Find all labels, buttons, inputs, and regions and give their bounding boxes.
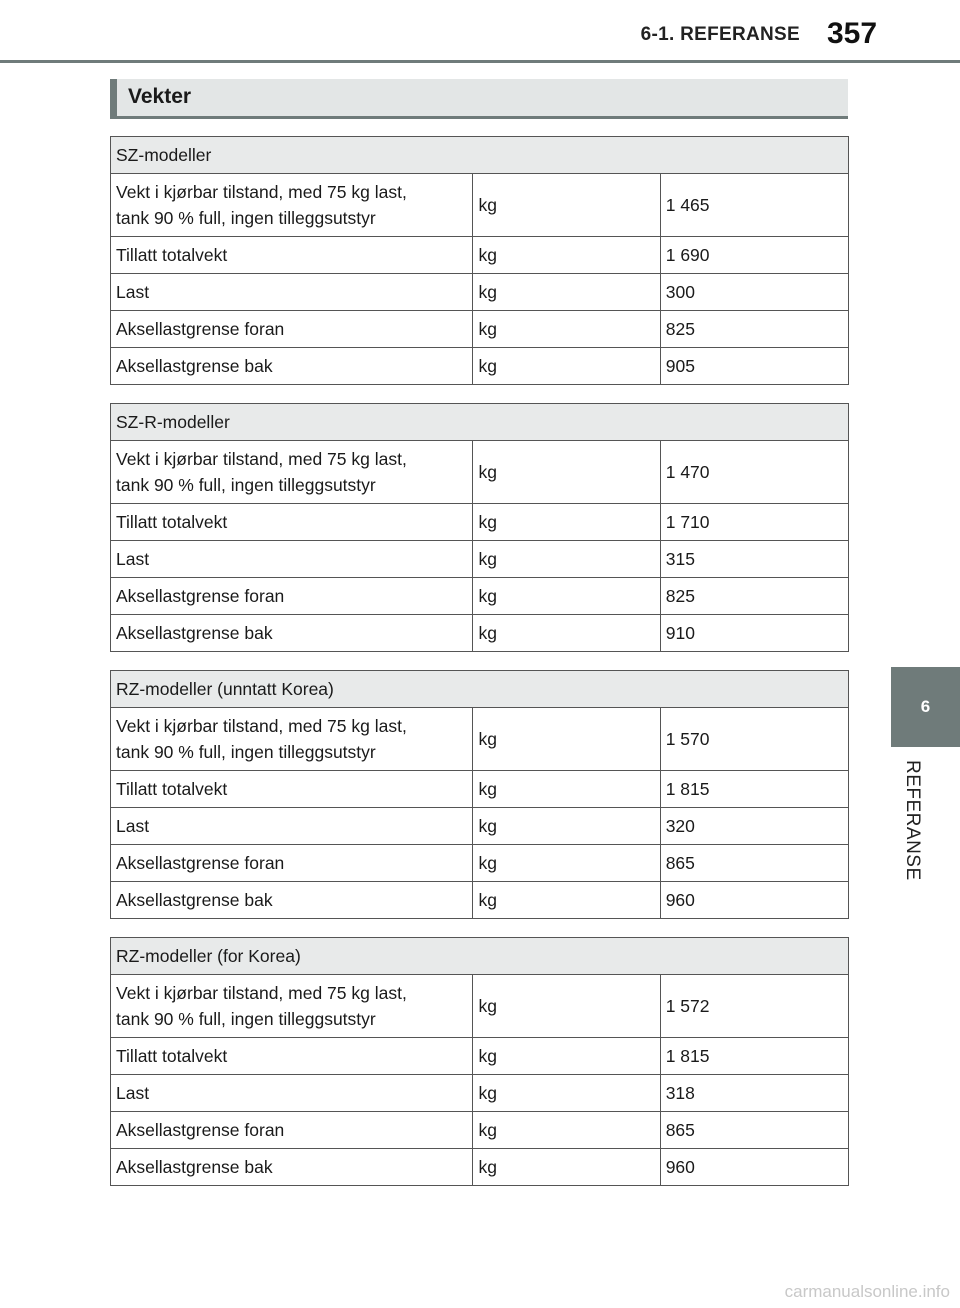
row-value: 905 — [660, 348, 848, 385]
row-value: 1 710 — [660, 504, 848, 541]
table-row — [111, 541, 849, 578]
table-row — [111, 615, 849, 652]
weights-table-rz-korea — [110, 937, 849, 1186]
row-label: Aksellastgrense foran — [111, 1112, 473, 1149]
row-value: 825 — [660, 311, 848, 348]
table-row — [111, 578, 849, 615]
chapter-label: REFERANSE — [902, 760, 923, 881]
table-row — [111, 1149, 849, 1186]
row-unit: kg — [473, 1149, 660, 1186]
row-value: 300 — [660, 274, 848, 311]
chapter-tab[interactable] — [891, 667, 960, 747]
row-label: Tillatt totalvekt — [111, 1038, 473, 1075]
section-heading-text: Vekter — [128, 85, 192, 108]
table-row — [111, 808, 849, 845]
row-unit: kg — [473, 845, 660, 882]
table-heading-row — [111, 671, 849, 708]
row-unit: kg — [473, 1075, 660, 1112]
table-row — [111, 708, 849, 771]
table-row — [111, 1075, 849, 1112]
row-label: Aksellastgrense bak — [111, 882, 473, 919]
table-heading-row — [111, 404, 849, 441]
row-unit: kg — [473, 882, 660, 919]
table-row — [111, 311, 849, 348]
row-label: Aksellastgrense bak — [111, 615, 473, 652]
row-unit: kg — [473, 1038, 660, 1075]
row-label: Last — [111, 1075, 473, 1112]
row-label: Vekt i kjørbar tilstand, med 75 kg last, tank 90 % full, ingen tilleggsutstyr — [111, 975, 473, 1038]
row-value: 960 — [660, 882, 848, 919]
page-number: 357 — [826, 17, 878, 50]
row-label: Tillatt totalvekt — [111, 504, 473, 541]
watermark: carmanualsonline.info — [784, 1282, 950, 1301]
table-row — [111, 274, 849, 311]
row-value: 1 815 — [660, 1038, 848, 1075]
table-row — [111, 174, 849, 237]
header-rule — [0, 60, 960, 63]
table-row — [111, 237, 849, 274]
row-value: 318 — [660, 1075, 848, 1112]
row-unit: kg — [473, 975, 660, 1038]
table-row — [111, 504, 849, 541]
row-value: 960 — [660, 1149, 848, 1186]
table-heading-row — [111, 938, 849, 975]
row-value: 865 — [660, 1112, 848, 1149]
row-value: 1 570 — [660, 708, 848, 771]
row-value: 1 465 — [660, 174, 848, 237]
row-unit: kg — [473, 274, 660, 311]
section-heading — [110, 79, 848, 119]
row-unit: kg — [473, 504, 660, 541]
row-label: Aksellastgrense foran — [111, 311, 473, 348]
row-label: Aksellastgrense foran — [111, 845, 473, 882]
row-unit: kg — [473, 348, 660, 385]
row-unit: kg — [473, 615, 660, 652]
row-label: Vekt i kjørbar tilstand, med 75 kg last, tank 90 % full, ingen tilleggsutstyr — [111, 174, 473, 237]
table-heading: SZ-modeller — [111, 137, 849, 174]
row-label: Vekt i kjørbar tilstand, med 75 kg last, tank 90 % full, ingen tilleggsutstyr — [111, 441, 473, 504]
row-value: 825 — [660, 578, 848, 615]
weights-table-rz-excl-korea — [110, 670, 849, 919]
row-value: 1 572 — [660, 975, 848, 1038]
row-unit: kg — [473, 237, 660, 274]
table-row — [111, 771, 849, 808]
table-heading: RZ-modeller (unntatt Korea) — [111, 671, 849, 708]
row-unit: kg — [473, 578, 660, 615]
section-title: 6-1. REFERANSE — [640, 24, 800, 45]
row-value: 1 470 — [660, 441, 848, 504]
table-row — [111, 1112, 849, 1149]
row-unit: kg — [473, 1112, 660, 1149]
table-row — [111, 882, 849, 919]
row-unit: kg — [473, 441, 660, 504]
row-value: 1 690 — [660, 237, 848, 274]
table-row — [111, 845, 849, 882]
row-label: Last — [111, 808, 473, 845]
row-unit: kg — [473, 311, 660, 348]
table-heading: RZ-modeller (for Korea) — [111, 938, 849, 975]
row-unit: kg — [473, 708, 660, 771]
row-value: 320 — [660, 808, 848, 845]
row-label: Aksellastgrense bak — [111, 1149, 473, 1186]
table-row — [111, 1038, 849, 1075]
table-heading-row — [111, 137, 849, 174]
row-value: 1 815 — [660, 771, 848, 808]
row-label: Last — [111, 274, 473, 311]
row-unit: kg — [473, 771, 660, 808]
table-row — [111, 975, 849, 1038]
row-label: Aksellastgrense bak — [111, 348, 473, 385]
row-unit: kg — [473, 808, 660, 845]
row-value: 910 — [660, 615, 848, 652]
chapter-number: 6 — [920, 697, 931, 716]
weights-table-sz-r — [110, 403, 849, 652]
row-label: Vekt i kjørbar tilstand, med 75 kg last, tank 90 % full, ingen tilleggsutstyr — [111, 708, 473, 771]
table-heading: SZ-R-modeller — [111, 404, 849, 441]
row-label: Last — [111, 541, 473, 578]
row-unit: kg — [473, 541, 660, 578]
row-value: 865 — [660, 845, 848, 882]
row-label: Tillatt totalvekt — [111, 771, 473, 808]
table-row — [111, 348, 849, 385]
row-label: Aksellastgrense foran — [111, 578, 473, 615]
row-unit: kg — [473, 174, 660, 237]
row-value: 315 — [660, 541, 848, 578]
table-row — [111, 441, 849, 504]
weights-table-sz — [110, 136, 849, 385]
row-label: Tillatt totalvekt — [111, 237, 473, 274]
